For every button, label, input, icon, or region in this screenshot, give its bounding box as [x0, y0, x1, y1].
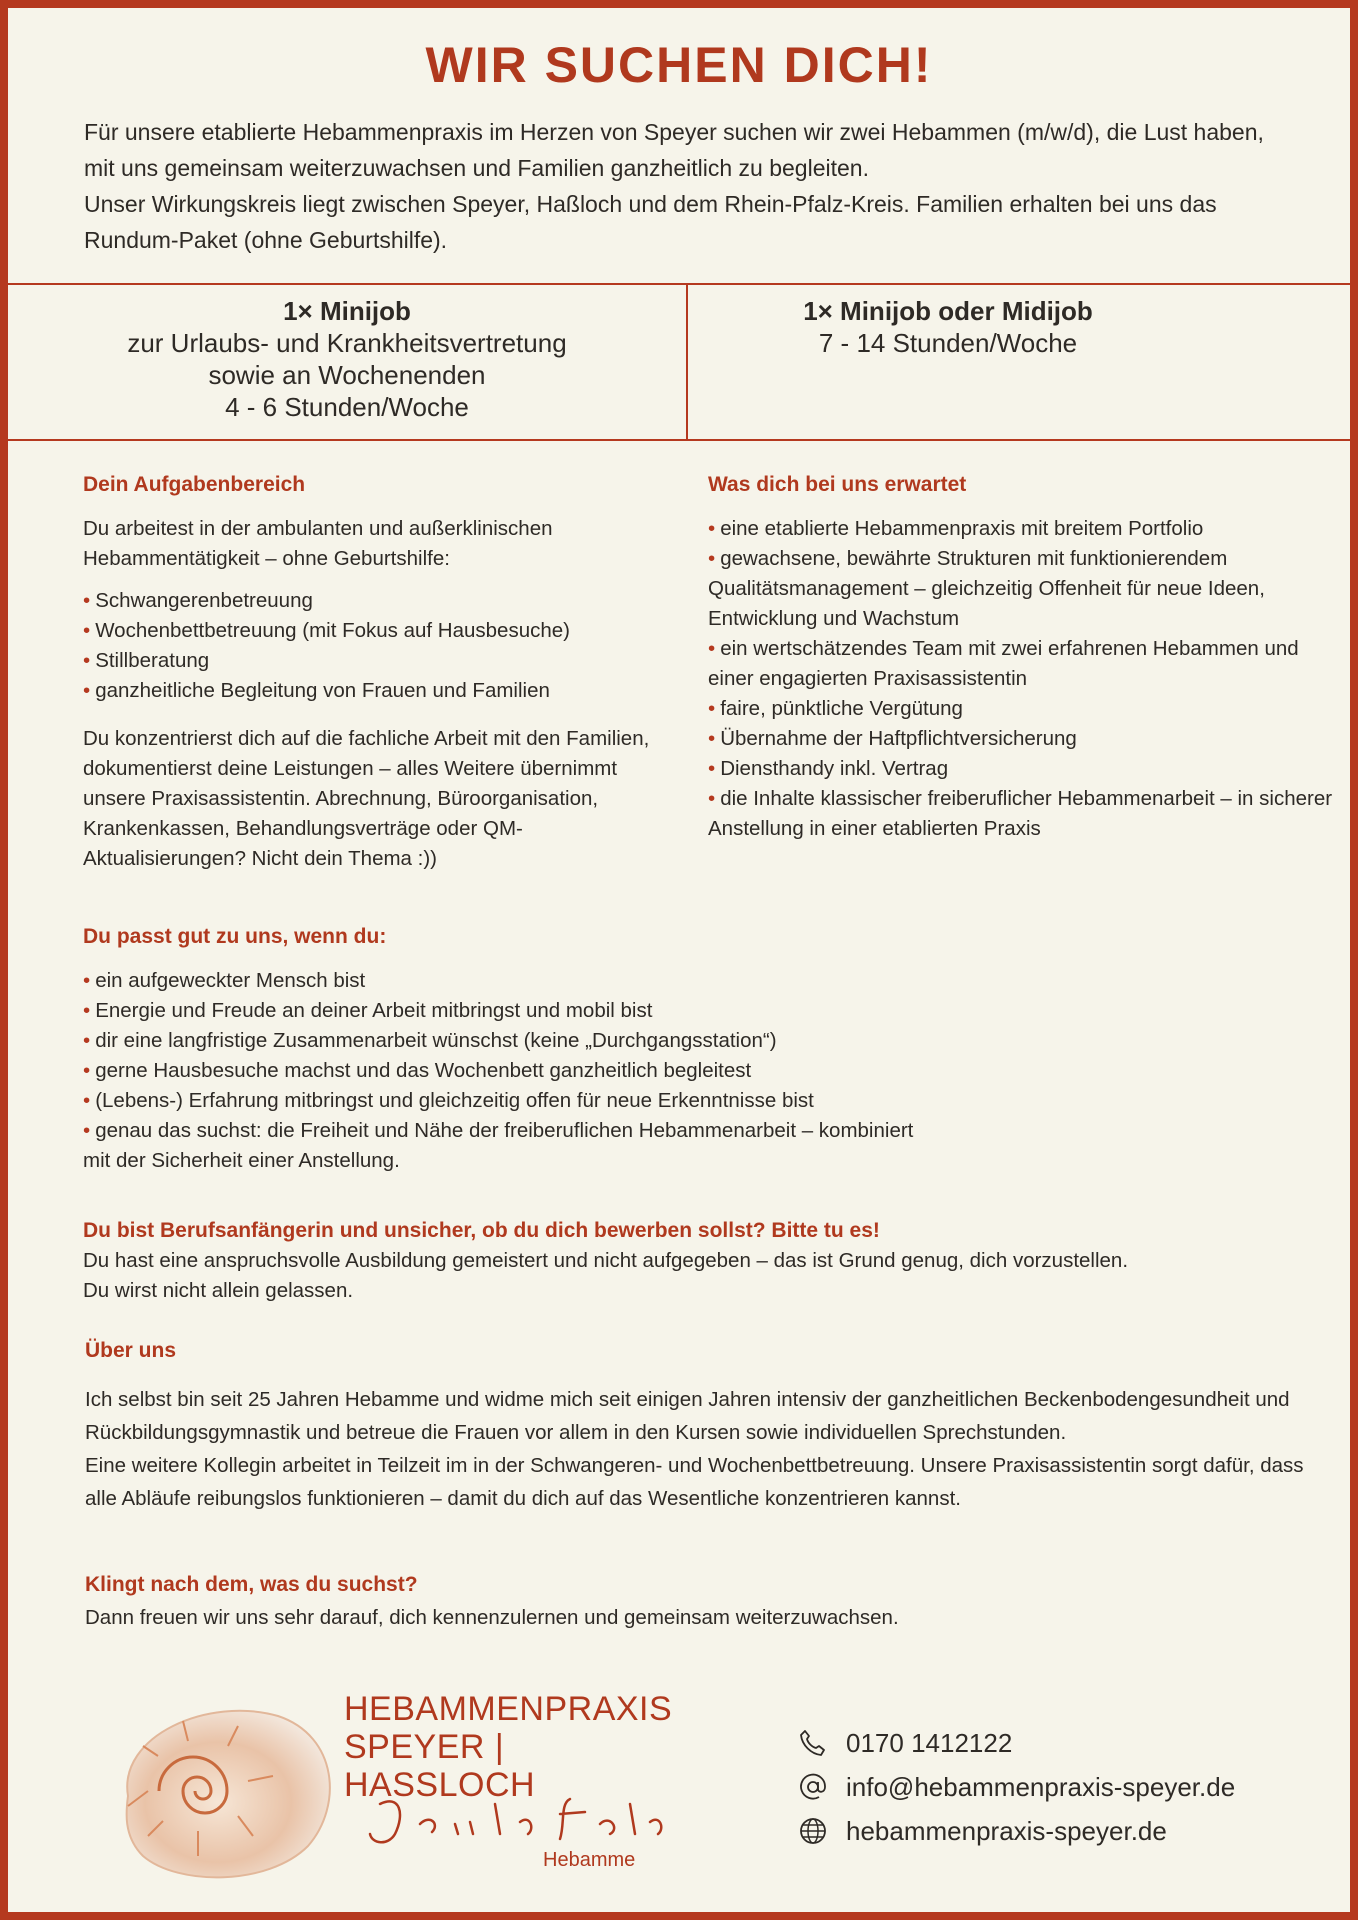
passt-list: [83, 966, 943, 1176]
brand-line-1: HEBAMMENPRAXIS: [344, 1690, 673, 1728]
section-heading: Dein Aufgabenbereich: [83, 473, 306, 496]
job-title: 1× Minijob: [283, 296, 411, 326]
section-passt: [83, 922, 1283, 1176]
list-item: • gerne Hausbesuche machst und das Wochenbett ganzheitlich begleitest: [83, 1056, 943, 1086]
aufgaben-intro: Du arbeitest in der ambulanten und außerklinischen Hebammentätigkeit – ohne Geburtshilfe:: [83, 517, 553, 570]
aufgaben-outro: Du konzentrierst dich auf die fachliche Arbeit mit den Familien, dokumentierst deine Leistungen – alles Weitere übernimmt unsere Praxisassistentin. Abrechnung, Büroorganisation, Krankenkassen, Behandlungsverträge oder QM-Aktualisierungen? Nicht dein Thema :)): [83, 727, 650, 870]
globe-icon: [798, 1816, 828, 1846]
signature-subtitle: Hebamme: [543, 1849, 636, 1871]
section-heading: Was dich bei uns erwartet: [708, 473, 967, 496]
section-heading: Über uns: [85, 1339, 177, 1362]
website-link[interactable]: hebammenpraxis-speyer.de: [846, 1815, 1167, 1846]
phone-number[interactable]: 0170 1412122: [846, 1727, 1013, 1758]
section-ueber-uns: [85, 1334, 1315, 1515]
section-aufgaben: [83, 470, 683, 874]
job-flyer: [8, 8, 1350, 1912]
ueber-paragraph-2: Eine weitere Kollegin arbeitet in Teilzeit im in der Schwangeren- und Wochenbettbetreuung. Unsere Praxisassistentin sorgt dafür, dass alle Abläufe reibungslos funktionieren – damit du dich auf das Wesentliche konzentrieren kannst.: [85, 1454, 1304, 1510]
intro-paragraph-2: Unser Wirkungskreis liegt zwischen Speyer, Haßloch und dem Rhein-Pfalz-Kreis. Familien erhalten bei uns das Rundum-Paket (ohne Geburtshilfe).: [84, 191, 1217, 253]
section-berufsanfaenger: [83, 1216, 1313, 1306]
nautilus-shell-logo: [88, 1686, 348, 1886]
job-offer-minijob: [8, 295, 686, 423]
list-item: • ein aufgeweckter Mensch bist: [83, 966, 943, 996]
job-detail: 7 - 14 Stunden/Woche: [818, 328, 1078, 358]
aufgaben-list: [83, 586, 683, 706]
list-item: • eine etablierte Hebammenpraxis mit breitem Portfolio: [708, 514, 1333, 544]
section-erwartet: [708, 470, 1333, 844]
list-item: • Schwangerenbetreuung: [83, 586, 683, 616]
brand-line-2: SPEYER | HASSLOCH: [344, 1728, 536, 1804]
contact-email[interactable]: [798, 1765, 1318, 1809]
job-offer-midijob: [688, 295, 1208, 359]
ueber-paragraph-1: Ich selbst bin seit 25 Jahren Hebamme und widme mich seit einigen Jahren intensiv der ganzheitlichen Beckenbodengesundheit und Rückbildungsgymnastik und betreue die Frauen vor allem in den Kursen sowie individuellen Sprechstunden.: [85, 1388, 1290, 1444]
job-detail: sowie an Wochenenden: [208, 360, 486, 390]
intro-paragraph-1: Für unsere etablierte Hebammenpraxis im Herzen von Speyer suchen wir zwei Hebammen (m/w/d), die Lust haben, mit uns gemeinsam weiterzuwachsen und Familien ganzheitlich zu begleiten.: [84, 119, 1264, 181]
list-item: • genau das suchst: die Freiheit und Nähe der freiberuflichen Hebammenarbeit – kombiniert mit der Sicherheit einer Anstellung.: [83, 1116, 943, 1176]
list-item: • ein wertschätzendes Team mit zwei erfahrenen Hebammen und einer engagierten Praxisassistentin: [708, 634, 1333, 694]
anfaenger-text-2: Du wirst nicht allein gelassen.: [83, 1279, 354, 1302]
job-detail: 4 - 6 Stunden/Woche: [225, 392, 469, 422]
list-item: • dir eine langfristige Zusammenarbeit wünschst (keine „Durchgangsstation“): [83, 1026, 943, 1056]
job-detail: zur Urlaubs- und Krankheitsvertretung: [127, 328, 567, 358]
contact-website[interactable]: [798, 1809, 1318, 1853]
email-link[interactable]: info@hebammenpraxis-speyer.de: [846, 1771, 1236, 1802]
anfaenger-text-1: Du hast eine anspruchsvolle Ausbildung gemeistert und nicht aufgegeben – das ist Grund genug, dich vorzustellen.: [83, 1249, 1129, 1272]
section-heading: Du bist Berufsanfängerin und unsicher, ob du dich bewerben sollst? Bitte tu es!: [83, 1219, 880, 1242]
list-item: • Übernahme der Haftpflichtversicherung: [708, 724, 1333, 754]
list-item: • Stillberatung: [83, 646, 683, 676]
list-item: • (Lebens-) Erfahrung mitbringst und gleichzeitig offen für neue Erkenntnisse bist: [83, 1086, 943, 1116]
list-item: • Wochenbettbetreuung (mit Fokus auf Hausbesuche): [83, 616, 683, 646]
list-item: • die Inhalte klassischer freiberuflicher Hebammenarbeit – in sicherer Anstellung in einer etablierten Praxis: [708, 784, 1333, 844]
list-item: • Diensthandy inkl. Vertrag: [708, 754, 1333, 784]
list-item: • faire, pünktliche Vergütung: [708, 694, 1333, 724]
contact-phone[interactable]: [798, 1721, 1318, 1765]
page-title: WIR SUCHEN DICH!: [425, 37, 933, 93]
list-item: • Energie und Freude an deiner Arbeit mitbringst und mobil bist: [83, 996, 943, 1026]
signature: [360, 1784, 690, 1854]
klingt-text: Dann freuen wir uns sehr darauf, dich kennenzulernen und gemeinsam weiterzuwachsen.: [85, 1606, 899, 1629]
contact-block: [798, 1721, 1318, 1853]
list-item: • ganzheitliche Begleitung von Frauen und Familien: [83, 676, 683, 706]
job-title: 1× Minijob oder Midijob: [803, 296, 1093, 326]
list-item: • gewachsene, bewährte Strukturen mit funktionierendem Qualitätsmanagement – gleichzeitig Offenheit für neue Ideen, Entwicklung und Wachstum: [708, 544, 1333, 634]
erwartet-list: [708, 514, 1333, 844]
section-heading: Du passt gut zu uns, wenn du:: [83, 925, 387, 948]
at-icon: [798, 1772, 828, 1802]
job-offers-table: [8, 283, 1350, 441]
phone-icon: [798, 1728, 828, 1758]
intro-text: [84, 114, 1284, 258]
section-heading: Klingt nach dem, was du suchst?: [85, 1573, 418, 1596]
section-klingt: [85, 1568, 1315, 1634]
